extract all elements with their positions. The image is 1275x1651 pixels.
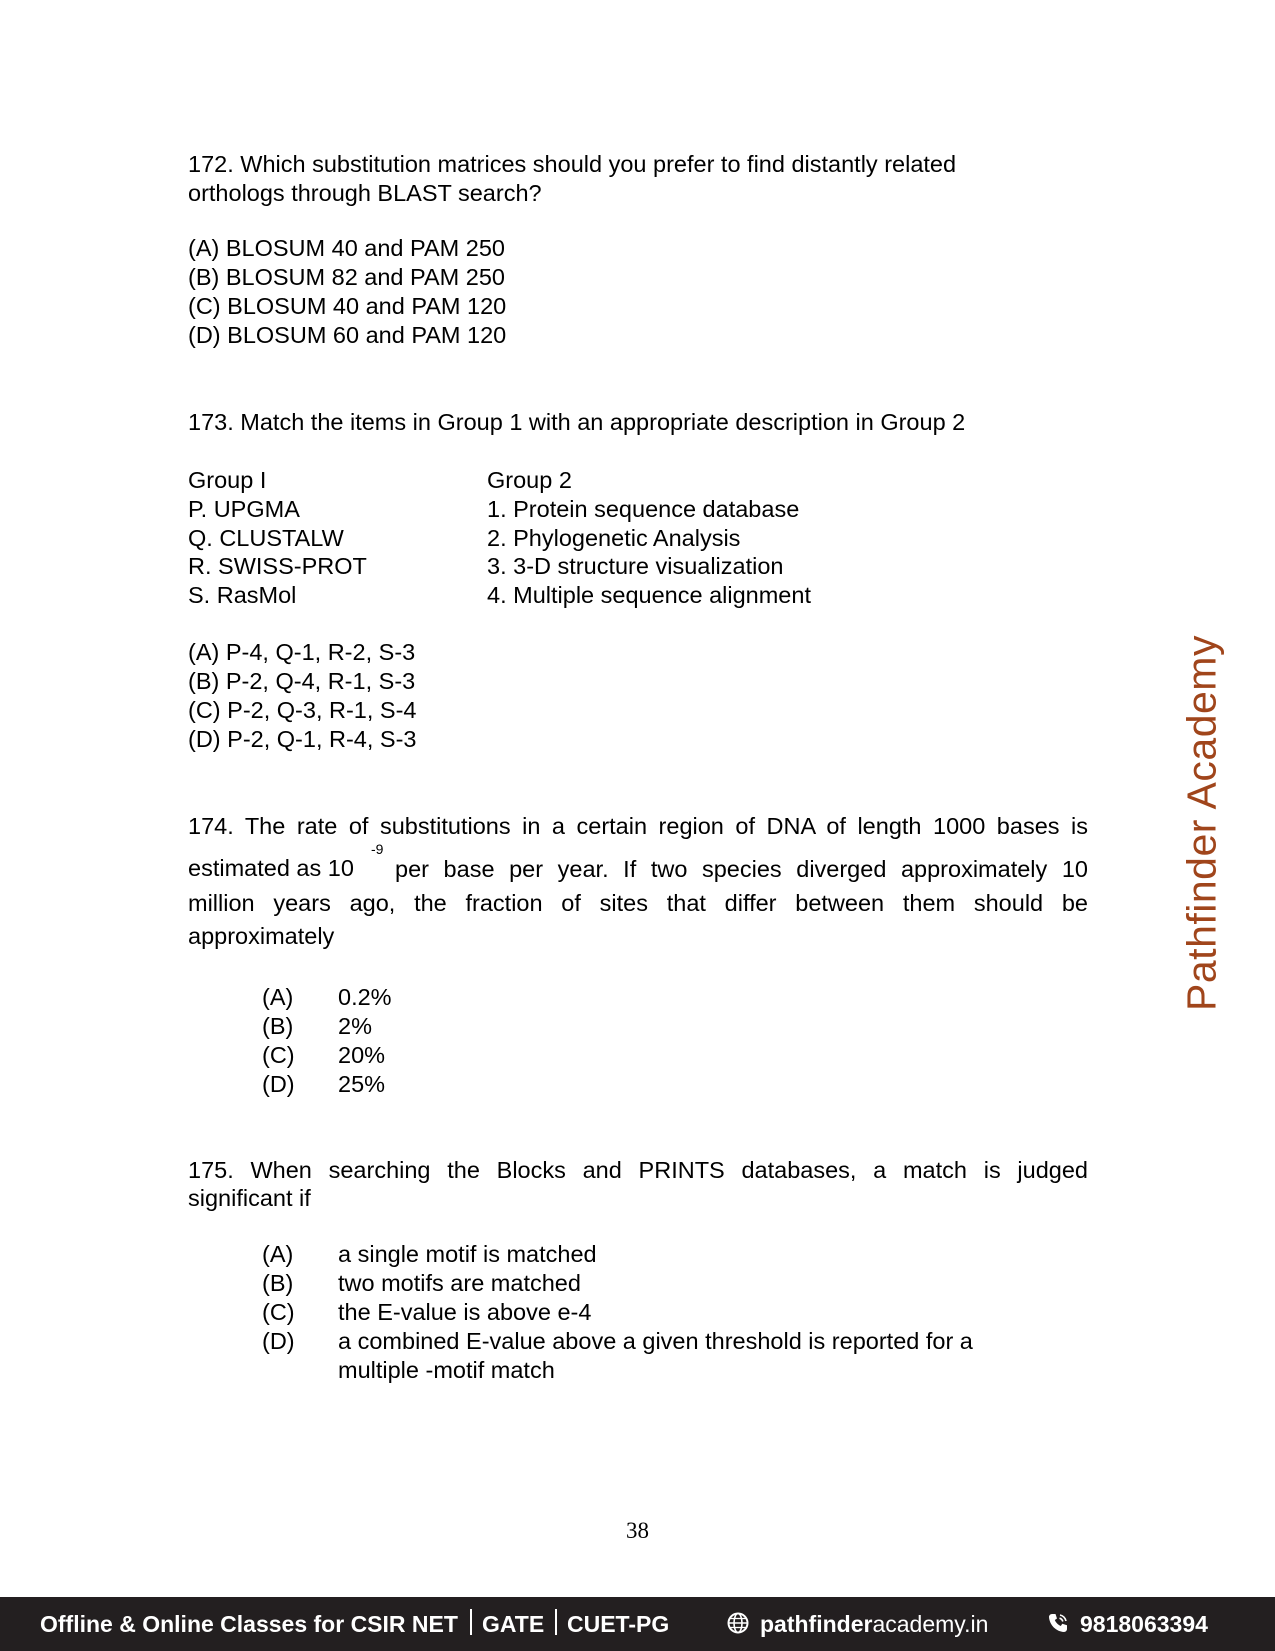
footer-classes-text: Offline & Online Classes for CSIR NET (40, 1611, 458, 1637)
footer-banner (0, 1597, 1275, 1651)
question-173-option-c: (C) P-2, Q-3, R-1, S-4 (188, 697, 417, 723)
question-174-option-a-text: 0.2% (338, 984, 392, 1010)
question-175-option-d-continuation: multiple -motif match (338, 1357, 555, 1383)
group1-item-r: R. SWISS-PROT (188, 553, 367, 579)
footer-cuet-text: CUET-PG (567, 1611, 670, 1637)
group2-item-3: 3. 3-D structure visualization (487, 553, 784, 579)
question-173-option-d: (D) P-2, Q-1, R-4, S-3 (188, 726, 417, 752)
question-174-option-c-text: 20% (338, 1042, 386, 1068)
question-175-stem-line2: significant if (188, 1185, 311, 1211)
group1-item-q: Q. CLUSTALW (188, 525, 344, 551)
question-174-stem-line3: million years ago, the fraction of sites that differ between them should be (188, 890, 1088, 916)
question-175-option-b-label: (B) (262, 1270, 294, 1296)
question-172-option-d: (D) BLOSUM 60 and PAM 120 (188, 322, 507, 348)
question-172-option-b: (B) BLOSUM 82 and PAM 250 (188, 264, 505, 290)
question-175-option-c-text: the E-value is above e-4 (338, 1299, 592, 1325)
question-175-option-d-label: (D) (262, 1328, 295, 1354)
group2-item-2: 2. Phylogenetic Analysis (487, 525, 741, 551)
question-175-option-d-text: a combined E-value above a given threshold is reported for a (338, 1328, 973, 1354)
question-174-option-c-label: (C) (262, 1042, 295, 1068)
question-174-option-a-label: (A) (262, 984, 294, 1010)
question-172-stem-line2: orthologs through BLAST search? (188, 180, 542, 206)
group1-title: Group I (188, 467, 267, 493)
question-174-stem-line4: approximately (188, 923, 335, 949)
question-174-option-b-text: 2% (338, 1013, 372, 1039)
question-172 (188, 150, 1088, 350)
group2-item-4: 4. Multiple sequence alignment (487, 582, 811, 608)
group1-item-s: S. RasMol (188, 582, 297, 608)
watermark-brand: Pathfinder Academy (1178, 635, 1225, 1011)
footer-website-link[interactable] (760, 1611, 988, 1638)
question-172-option-a: (A) BLOSUM 40 and PAM 250 (188, 235, 505, 261)
globe-icon (727, 1612, 749, 1634)
group1-item-p: P. UPGMA (188, 496, 300, 522)
group2-item-1: 1. Protein sequence database (487, 496, 800, 522)
footer-gate-text: GATE (482, 1611, 545, 1637)
page-number: 38 (626, 1518, 649, 1543)
group2-title: Group 2 (487, 467, 572, 493)
question-174-stem-line1: 174. The rate of substitutions in a certain region of DNA of length 1000 bases is (188, 813, 1088, 839)
footer-phone-number[interactable]: 9818063394 (1080, 1611, 1208, 1637)
footer-divider (470, 1609, 472, 1635)
question-175-option-a-text: a single motif is matched (338, 1241, 597, 1267)
question-175-option-b-text: two motifs are matched (338, 1270, 581, 1296)
footer-divider (555, 1609, 557, 1635)
question-175-option-c-label: (C) (262, 1299, 295, 1325)
question-175-stem-line1: 175. When searching the Blocks and PRINTS databases, a match is judged (188, 1157, 1088, 1183)
phone-icon (1047, 1612, 1069, 1634)
question-174-option-d-label: (D) (262, 1071, 295, 1097)
exponent-superscript: -9 (371, 841, 384, 857)
question-174-option-d-text: 25% (338, 1071, 386, 1097)
question-172-stem-line1: 172. Which substitution matrices should you prefer to find distantly related (188, 151, 957, 177)
question-172-option-c: (C) BLOSUM 40 and PAM 120 (188, 293, 507, 319)
question-174-stem-line2a: estimated as 10 (188, 855, 354, 881)
footer-website-bold: pathfinder (760, 1611, 873, 1637)
question-173-option-b: (B) P-2, Q-4, R-1, S-3 (188, 668, 416, 694)
question-174-option-b-label: (B) (262, 1013, 294, 1039)
footer-website-rest: academy.in (872, 1611, 989, 1637)
question-174-stem-line2b: per base per year. If two species diverged approximately 10 (395, 856, 1088, 882)
question-173-stem: 173. Match the items in Group 1 with an appropriate description in Group 2 (188, 409, 966, 435)
question-175-option-a-label: (A) (262, 1241, 294, 1267)
question-173-option-a: (A) P-4, Q-1, R-2, S-3 (188, 639, 416, 665)
